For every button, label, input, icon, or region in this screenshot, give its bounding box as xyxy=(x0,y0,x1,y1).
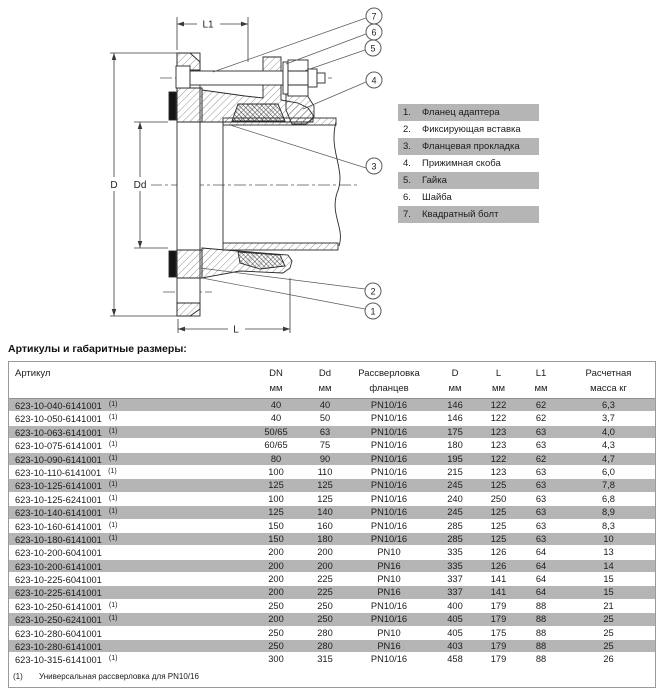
cell-article: 623-10-140-6141001 $^{(1)}$ xyxy=(15,508,118,519)
legend-item xyxy=(398,104,539,121)
cell-mass: 13 xyxy=(603,547,614,558)
cell-d: 146 xyxy=(447,413,463,424)
cell-drill: PN10/16 xyxy=(370,440,408,451)
table-row xyxy=(9,426,655,439)
cell-article: 623-10-050-6141001 $^{(1)}$ xyxy=(15,414,118,425)
pipe-bottom-wall xyxy=(223,243,338,250)
cell-article: 623-10-280-6041001 xyxy=(15,628,102,639)
legend-item-number: 1. xyxy=(403,107,411,118)
footnote-ref: (1) xyxy=(108,615,118,623)
cell-dd: 280 xyxy=(317,627,333,638)
bolt-shaft xyxy=(190,71,283,85)
cell-l: 122 xyxy=(490,413,507,424)
cell-l: 179 xyxy=(490,600,507,611)
col-d: D мм xyxy=(448,368,462,394)
cell-drill: PN10/16 xyxy=(370,507,408,518)
cell-mass: 8,3 xyxy=(602,520,615,531)
cell-drill: PN10/16 xyxy=(370,533,408,544)
cell-dd: 315 xyxy=(317,654,333,665)
cell-drill: PN10/16 xyxy=(370,466,408,477)
cell-drill: PN10/16 xyxy=(370,480,408,491)
legend-item-label: Фиксирующая вставка xyxy=(422,124,521,135)
cell-article: 623-10-040-6141001 $^{(1)}$ xyxy=(15,401,118,411)
cell-dn: 200 xyxy=(268,560,284,571)
cell-l: 179 xyxy=(490,614,507,625)
callout-2-num: 2 xyxy=(370,286,376,297)
cell-l1: 63 xyxy=(535,466,547,477)
cell-l1: 63 xyxy=(535,493,547,504)
cell-dd: 200 xyxy=(317,560,333,571)
cell-dd: 125 xyxy=(317,480,333,491)
cell-drill: PN10/16 xyxy=(370,520,408,531)
cell-article: 623-10-075-6141001 $^{(1)}$ xyxy=(15,441,118,452)
cell-d: 285 xyxy=(447,533,463,544)
cell-dn: 250 xyxy=(268,641,284,652)
col-dd: Dd мм xyxy=(318,368,332,394)
cell-dn: 40 xyxy=(270,400,282,410)
cell-d: 240 xyxy=(447,493,463,504)
col-l1: L1 мм xyxy=(534,368,548,394)
legend-item xyxy=(398,138,539,155)
cell-dn: 250 xyxy=(268,627,284,638)
table-row xyxy=(9,600,655,613)
cell-l: 179 xyxy=(490,641,507,652)
footnote-ref: (1) xyxy=(108,508,118,516)
cell-mass: 14 xyxy=(603,560,614,571)
table-row xyxy=(9,640,655,653)
callouts xyxy=(365,8,382,319)
cell-l1: 88 xyxy=(535,654,547,665)
cell-mass: 25 xyxy=(603,627,614,638)
legend-item-label: Квадратный болт xyxy=(422,209,499,220)
pipe-section xyxy=(223,118,340,250)
cell-l1: 63 xyxy=(535,426,547,437)
cell-dd: 250 xyxy=(317,600,333,611)
cell-drill: PN16 xyxy=(377,560,401,571)
table-row xyxy=(9,627,655,640)
cell-l: 125 xyxy=(490,520,507,531)
cell-l: 126 xyxy=(490,560,507,571)
cell-article: 623-10-225-6141001 xyxy=(15,588,102,599)
cell-mass: 8,9 xyxy=(602,507,615,518)
cell-mass: 7,8 xyxy=(602,480,615,491)
cell-dn: 200 xyxy=(268,614,284,625)
spec-table xyxy=(8,361,656,688)
footnote-text: Универсальная рассверловка для PN10/16 xyxy=(39,671,199,681)
cell-d: 195 xyxy=(447,453,463,464)
cell-dd: 180 xyxy=(317,533,333,544)
cell-mass: 6,8 xyxy=(602,493,615,504)
cell-dd: 75 xyxy=(319,440,331,451)
cell-mass: 10 xyxy=(603,533,614,544)
footnote-marker: (1) xyxy=(13,671,23,681)
cell-dd: 225 xyxy=(317,574,333,585)
cell-l: 125 xyxy=(490,533,507,544)
table-title: Артикулы и габаритные размеры: xyxy=(8,343,187,355)
table-row xyxy=(9,533,655,546)
cell-dn: 200 xyxy=(268,574,284,585)
cell-dn: 40 xyxy=(270,413,282,424)
cell-drill: PN10/16 xyxy=(370,400,408,410)
cell-dn: 150 xyxy=(268,520,284,531)
table-row xyxy=(9,520,655,533)
cell-mass: 21 xyxy=(603,600,614,611)
cell-dn: 125 xyxy=(268,507,284,518)
legend-item-label: Фланцевая прокладка xyxy=(422,141,520,152)
cell-d: 337 xyxy=(447,574,463,585)
cell-d: 285 xyxy=(447,520,463,531)
footnote-ref: (1) xyxy=(108,521,118,529)
footnote-ref: (1) xyxy=(108,467,117,475)
cell-l1: 88 xyxy=(535,600,547,611)
cell-dd: 40 xyxy=(319,400,331,410)
legend-item-label: Прижимная скоба xyxy=(422,158,501,169)
bolt-end xyxy=(317,73,325,83)
legend-item-number: 3. xyxy=(403,141,411,152)
legend-item-number: 7. xyxy=(403,209,411,220)
legend-item xyxy=(398,206,539,223)
technical-drawing xyxy=(0,0,662,340)
gasket-bottom xyxy=(169,251,176,277)
cell-drill: PN10 xyxy=(377,547,401,558)
cell-d: 335 xyxy=(447,547,463,558)
cell-l: 125 xyxy=(490,480,507,491)
cell-d: 403 xyxy=(447,641,463,652)
cell-l1: 62 xyxy=(535,413,547,424)
cell-d: 337 xyxy=(447,587,463,598)
cell-l: 141 xyxy=(490,587,507,598)
cell-l1: 64 xyxy=(535,574,547,585)
legend-item-label: Фланец адаптера xyxy=(422,107,500,118)
legend-item xyxy=(398,121,539,138)
cell-l: 175 xyxy=(490,627,507,638)
col-article: Артикул xyxy=(15,368,51,379)
footnote-ref: (1) xyxy=(108,454,118,462)
cell-l1: 63 xyxy=(535,507,547,518)
footnote-ref: (1) xyxy=(108,481,118,489)
cell-l1: 64 xyxy=(535,560,547,571)
callout-4-num: 4 xyxy=(371,75,377,86)
cell-dd: 125 xyxy=(317,493,333,504)
cell-article: 623-10-180-6141001 $^{(1)}$ xyxy=(15,534,118,545)
cell-dn: 200 xyxy=(268,587,284,598)
table-row xyxy=(9,560,655,573)
bolt-tip xyxy=(308,69,317,87)
col-drill: Рассверловка фланцев xyxy=(358,368,420,394)
bolt-head xyxy=(176,66,190,88)
cell-mass: 4,0 xyxy=(602,426,615,437)
cell-l: 123 xyxy=(490,466,507,477)
cell-dd: 110 xyxy=(317,466,333,477)
cell-mass: 3,7 xyxy=(602,413,615,424)
cell-article: 623-10-200-6141001 xyxy=(15,561,102,572)
cell-dd: 140 xyxy=(317,507,333,518)
cell-article: 623-10-250-6141001 $^{(1)}$ xyxy=(15,601,118,612)
cell-article: 623-10-110-6141001 $^{(1)}$ xyxy=(15,467,117,478)
callout-1-num: 1 xyxy=(370,306,376,317)
cell-drill: PN16 xyxy=(377,587,401,598)
clamp xyxy=(286,93,314,124)
legend-item-label: Гайка xyxy=(422,175,447,186)
cell-d: 175 xyxy=(447,426,463,437)
cell-article: 623-10-225-6041001 xyxy=(15,575,102,586)
cell-drill: PN10/16 xyxy=(370,453,408,464)
cell-dn: 150 xyxy=(268,533,284,544)
cell-d: 245 xyxy=(447,507,463,518)
nut xyxy=(288,60,308,96)
legend-item xyxy=(398,189,539,206)
cell-dn: 100 xyxy=(268,466,284,477)
cell-dn: 50/65 xyxy=(264,426,288,437)
table-row xyxy=(9,466,655,479)
cell-d: 400 xyxy=(447,600,463,611)
cell-mass: 4,7 xyxy=(602,453,615,464)
cell-dd: 160 xyxy=(317,520,333,531)
cell-l1: 63 xyxy=(535,480,547,491)
legend-item-number: 4. xyxy=(403,158,411,169)
footnote-ref: (1) xyxy=(108,534,118,542)
cell-d: 335 xyxy=(447,560,463,571)
cell-dd: 63 xyxy=(319,426,331,437)
cell-drill: PN10/16 xyxy=(370,614,408,625)
cell-article: 623-10-250-6241001 $^{(1)}$ xyxy=(15,615,118,626)
cell-dn: 80 xyxy=(270,453,282,464)
flange-adapter xyxy=(169,53,202,316)
table-row xyxy=(9,613,655,626)
footnote-ref: (1) xyxy=(108,494,118,502)
table-row xyxy=(9,439,655,452)
cell-article: 623-10-280-6141001 xyxy=(15,642,102,653)
table-row xyxy=(9,479,655,492)
lower-socket-assembly xyxy=(202,248,292,278)
cell-d: 405 xyxy=(447,627,463,638)
cell-d: 405 xyxy=(447,614,463,625)
cell-drill: PN10/16 xyxy=(370,654,408,665)
cell-l: 122 xyxy=(490,453,507,464)
cell-dd: 90 xyxy=(319,453,331,464)
pipe-break-line xyxy=(334,122,340,246)
legend-item xyxy=(398,172,539,189)
table-row xyxy=(9,399,655,412)
cell-article: 623-10-125-6241001 $^{(1)}$ xyxy=(15,494,118,505)
cell-l: 123 xyxy=(490,440,507,451)
table-row xyxy=(9,586,655,599)
cell-mass: 25 xyxy=(603,614,614,625)
cell-drill: PN10 xyxy=(377,627,401,638)
cell-drill: PN10/16 xyxy=(370,413,408,424)
cell-d: 180 xyxy=(447,440,463,451)
cell-l: 141 xyxy=(490,574,507,585)
footnote-ref: (1) xyxy=(108,414,118,422)
washer xyxy=(283,62,288,94)
col-l: L мм xyxy=(491,368,506,394)
gasket-top xyxy=(169,92,176,120)
cell-dn: 100 xyxy=(268,493,284,504)
cell-article: 623-10-090-6141001 $^{(1)}$ xyxy=(15,454,118,465)
dim-label-l: L xyxy=(233,324,239,336)
footnote-ref: (1) xyxy=(108,601,118,609)
table-footnote xyxy=(9,667,655,687)
cell-l1: 64 xyxy=(535,547,547,558)
cell-article: 623-10-063-6141001 $^{(1)}$ xyxy=(15,427,118,438)
cell-drill: PN10/16 xyxy=(370,426,408,437)
table-header xyxy=(9,362,655,399)
cell-drill: PN10/16 xyxy=(370,600,408,611)
cell-l1: 63 xyxy=(535,533,547,544)
cell-l: 122 xyxy=(490,400,507,410)
legend-item-number: 2. xyxy=(403,124,411,135)
dim-label-l1: L1 xyxy=(202,19,214,31)
table-row xyxy=(9,506,655,519)
cell-mass: 26 xyxy=(603,654,614,665)
cell-dn: 60/65 xyxy=(264,440,288,451)
footnote-ref: (1) xyxy=(108,441,118,449)
callout-5-num: 5 xyxy=(370,43,376,54)
cell-l: 250 xyxy=(490,493,507,504)
cell-d: 245 xyxy=(447,480,463,491)
cell-dn: 250 xyxy=(268,600,284,611)
legend-item xyxy=(398,155,539,172)
callout-6-num: 6 xyxy=(371,27,377,38)
flange-gasket-top xyxy=(232,104,285,121)
cell-article: 623-10-315-6141001 $^{(1)}$ xyxy=(15,655,118,666)
footnote-ref: (1) xyxy=(108,401,118,408)
cell-dd: 280 xyxy=(317,641,333,652)
cell-article: 623-10-200-6041001 xyxy=(15,548,102,559)
cell-d: 146 xyxy=(447,400,463,410)
cell-mass: 15 xyxy=(603,574,614,585)
legend-item-label: Шайба xyxy=(422,192,452,203)
table-row xyxy=(9,546,655,559)
legend-item-number: 5. xyxy=(403,175,411,186)
cell-l1: 88 xyxy=(535,641,547,652)
cell-dn: 200 xyxy=(268,547,284,558)
cell-d: 458 xyxy=(447,654,463,665)
cell-l1: 88 xyxy=(535,614,547,625)
cell-l1: 62 xyxy=(535,453,547,464)
cell-dn: 300 xyxy=(268,654,284,665)
cell-dd: 250 xyxy=(317,614,333,625)
cell-l: 126 xyxy=(490,547,507,558)
legend xyxy=(398,104,539,223)
cell-dd: 200 xyxy=(317,547,333,558)
callout-3-num: 3 xyxy=(371,161,377,172)
table-row xyxy=(9,573,655,586)
cell-mass: 6,3 xyxy=(602,400,615,410)
table-row xyxy=(9,493,655,506)
flange-upper-body xyxy=(177,88,202,122)
table-row xyxy=(9,453,655,466)
cell-mass: 4,3 xyxy=(602,440,615,451)
footnote-ref: (1) xyxy=(108,655,118,663)
callout-7-num: 7 xyxy=(371,11,377,22)
cell-article: 623-10-125-6141001 $^{(1)}$ xyxy=(15,481,118,492)
cell-l: 179 xyxy=(490,654,507,665)
cell-l1: 63 xyxy=(535,440,547,451)
flange-lower-body xyxy=(177,250,202,278)
footnote-ref: (1) xyxy=(108,427,118,435)
cell-l: 123 xyxy=(490,426,507,437)
cell-mass: 6,0 xyxy=(602,466,615,477)
legend-item-number: 6. xyxy=(403,192,411,203)
cell-mass: 25 xyxy=(603,641,614,652)
cell-d: 215 xyxy=(447,466,463,477)
cell-drill: PN16 xyxy=(377,641,401,652)
cell-dn: 125 xyxy=(268,480,284,491)
cell-l1: 88 xyxy=(535,627,547,638)
table-row xyxy=(9,653,655,666)
col-dn: DN мм xyxy=(269,368,283,394)
table-row xyxy=(9,412,655,425)
dim-label-dd: Dd xyxy=(133,180,147,191)
col-mass: Расчетная масса кг xyxy=(585,368,632,394)
cell-article: 623-10-160-6141001 $^{(1)}$ xyxy=(15,521,118,532)
cell-drill: PN10/16 xyxy=(370,493,408,504)
cell-dd: 50 xyxy=(319,413,331,424)
cell-dd: 225 xyxy=(317,587,333,598)
cell-l: 125 xyxy=(490,507,507,518)
dim-label-d: D xyxy=(110,180,118,191)
cell-mass: 15 xyxy=(603,587,614,598)
cell-l1: 63 xyxy=(535,520,547,531)
cell-drill: PN10 xyxy=(377,574,401,585)
cell-l1: 64 xyxy=(535,587,547,598)
cell-l1: 62 xyxy=(535,400,547,410)
table-body xyxy=(9,399,655,667)
